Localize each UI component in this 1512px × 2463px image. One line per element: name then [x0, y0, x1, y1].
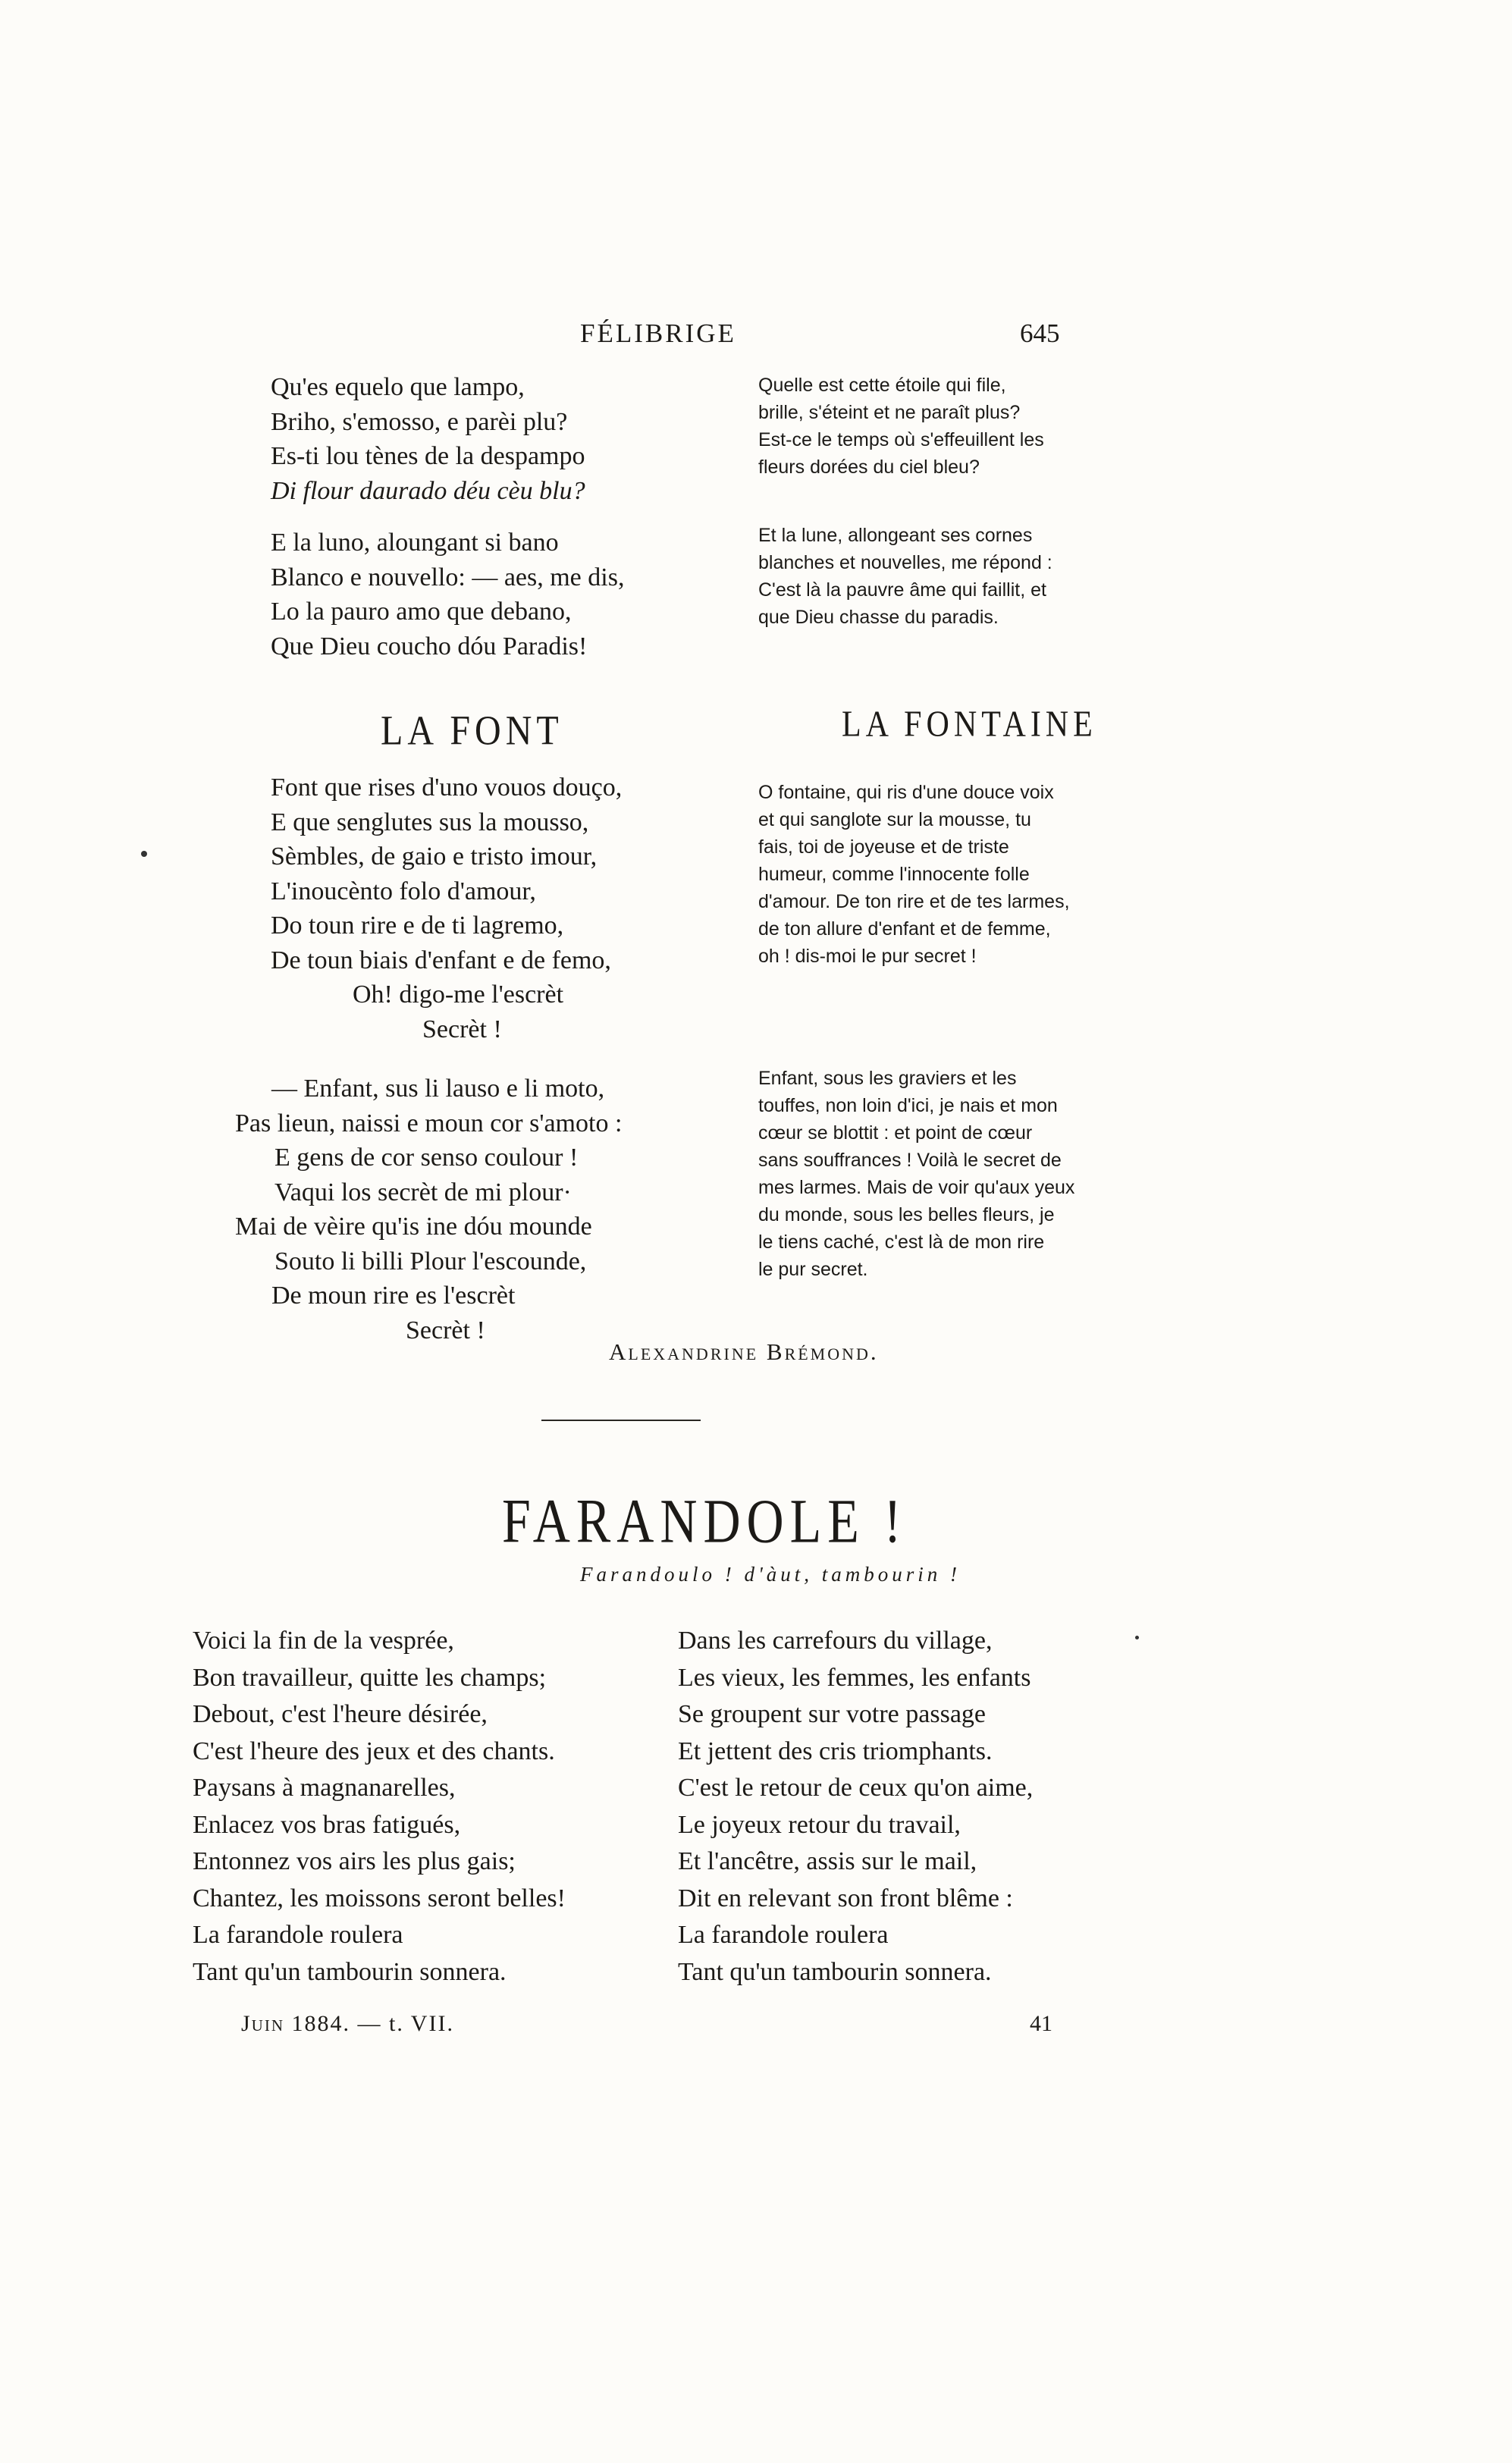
prose-line: brille, s'éteint et ne paraît plus? [758, 402, 1021, 423]
prose-line: mes larmes. Mais de voir qu'aux yeux [758, 1177, 1075, 1198]
verse-line: Qu'es equelo que lampo, [271, 373, 525, 401]
verse-line: E que senglutes sus la mousso, [271, 808, 589, 836]
section-divider [541, 1420, 701, 1421]
verse-line: Dit en relevant son front blême : [678, 1884, 1013, 1912]
verse-line: — Enfant, sus li lauso e li moto, [271, 1075, 605, 1103]
verse-line: Et jettent des cris triomphants. [678, 1737, 993, 1765]
prose-line: blanches et nouvelles, me répond : [758, 552, 1052, 573]
verse-line: Se groupent sur votre passage [678, 1700, 987, 1728]
verse-line: Le joyeux retour du travail, [678, 1810, 961, 1839]
author-signature: Alexandrine Brémond. [609, 1338, 879, 1365]
prose-line: Enfant, sous les graviers et les [758, 1068, 1017, 1089]
poem-stanza-d-provencal [235, 1071, 622, 1348]
farandole-title: FARANDOLE ! [502, 1486, 908, 1556]
ink-speck [141, 851, 147, 857]
verse-line: C'est l'heure des jeux et des chants. [193, 1737, 555, 1765]
footer-month: Juin [241, 2011, 284, 2036]
verse-line: De toun biais d'enfant e de femo, [271, 946, 611, 974]
verse-line: La farandole roulera [193, 1921, 403, 1949]
prose-line: du monde, sous les belles fleurs, je [758, 1204, 1055, 1225]
prose-line: sans souffrances ! Voilà le secret de [758, 1150, 1062, 1171]
prose-line: et qui sanglote sur la mousse, tu [758, 809, 1031, 830]
verse-line: Debout, c'est l'heure désirée, [193, 1700, 488, 1728]
verse-line: Font que rises d'uno vouos douço, [271, 773, 623, 802]
farandole-left-stanza [193, 1623, 566, 1991]
prose-line: oh ! dis-moi le pur secret ! [758, 946, 977, 967]
translation-stanza-c [758, 779, 1130, 970]
translation-stanza-a [758, 372, 1130, 481]
verse-line: Do toun rire e de ti lagremo, [271, 911, 564, 940]
verse-line: Que Dieu coucho dóu Paradis! [271, 632, 588, 660]
verse-line: Secrèt ! [422, 1015, 502, 1043]
verse-line: Souto li billi Plour l'escounde, [274, 1247, 587, 1275]
verse-line: Enlacez vos bras fatigués, [193, 1810, 461, 1839]
verse-line: De moun rire es l'escrèt [271, 1282, 516, 1310]
verse-line: Voici la fin de la vesprée, [193, 1627, 454, 1655]
running-title: FÉLIBRIGE [580, 318, 736, 348]
verse-line: Sèmbles, de gaio e tristo imour, [271, 842, 598, 871]
verse-line: Dans les carrefours du village, [678, 1627, 993, 1655]
footer-date-volume [241, 2011, 454, 2037]
prose-line: fleurs dorées du ciel bleu? [758, 457, 980, 478]
poem-stanza-b-provencal [271, 526, 624, 664]
section-title-french: LA FONTAINE [842, 704, 1097, 745]
prose-line: cœur se blottit : et point de cœur [758, 1122, 1033, 1144]
verse-line: C'est le retour de ceux qu'on aime, [678, 1774, 1034, 1802]
verse-line: Les vieux, les femmes, les enfants [678, 1663, 1031, 1692]
prose-line: fais, toi de joyeuse et de triste [758, 836, 1009, 858]
verse-line: Pas lieun, naissi e moun cor s'amoto : [235, 1109, 623, 1137]
translation-stanza-d [758, 1065, 1130, 1283]
prose-line: le tiens caché, c'est là de mon rire [758, 1232, 1045, 1253]
verse-line: Et l'ancêtre, assis sur le mail, [678, 1847, 977, 1875]
translation-stanza-b [758, 522, 1130, 631]
section-title-provencal: LA FONT [381, 708, 563, 755]
prose-line: Quelle est cette étoile qui file, [758, 375, 1006, 396]
verse-line: Vaqui los secrèt de mi plour· [274, 1178, 572, 1206]
page-number: 645 [1020, 318, 1060, 348]
prose-line: Est-ce le temps où s'effeuillent les [758, 429, 1044, 450]
verse-line: L'inoucènto folo d'amour, [271, 877, 536, 905]
verse-line: Tant qu'un tambourin sonnera. [193, 1957, 507, 1986]
verse-line: Chantez, les moissons seront belles! [193, 1884, 566, 1912]
verse-line: Es-ti lou tènes de la despampo [271, 442, 585, 470]
verse-line: Bon travailleur, quitte les champs; [193, 1663, 547, 1692]
verse-line: E la luno, aloungant si bano [271, 529, 559, 557]
verse-line: Oh! digo-me l'escrèt [353, 980, 564, 1009]
verse-line: Tant qu'un tambourin sonnera. [678, 1957, 992, 1986]
verse-line: Paysans à magnanarelles, [193, 1774, 456, 1802]
signature-mark: 41 [1030, 2011, 1052, 2036]
poem-stanza-a-provencal [271, 370, 585, 508]
farandole-right-stanza [678, 1623, 1033, 1991]
farandole-epigraph: Farandoulo ! d'àut, tambourin ! [580, 1563, 961, 1586]
verse-line: Blanco e nouvello: — aes, me dis, [271, 563, 625, 591]
prose-line: le pur secret. [758, 1259, 868, 1280]
verse-line: Entonnez vos airs les plus gais; [193, 1847, 516, 1875]
verse-line: E gens de cor senso coulour ! [274, 1144, 579, 1172]
prose-line: Et la lune, allongeant ses cornes [758, 525, 1033, 546]
poem-stanza-c-provencal [271, 770, 622, 1046]
prose-line: touffes, non loin d'ici, je nais et mon [758, 1095, 1058, 1116]
ink-speck [1135, 1636, 1139, 1639]
verse-line: La farandole roulera [678, 1921, 889, 1949]
prose-line: de ton allure d'enfant et de femme, [758, 918, 1051, 940]
prose-line: que Dieu chasse du paradis. [758, 607, 999, 628]
verse-line: Di flour daurado déu cèu blu? [271, 476, 585, 505]
prose-line: O fontaine, qui ris d'une douce voix [758, 782, 1054, 803]
footer-volume: 1884. — t. VII. [291, 2011, 454, 2036]
verse-line: Mai de vèire qu'is ine dóu mounde [235, 1213, 592, 1241]
prose-line: d'amour. De ton rire et de tes larmes, [758, 891, 1070, 912]
prose-line: humeur, comme l'innocente folle [758, 864, 1030, 885]
verse-line: Briho, s'emosso, e parèi plu? [271, 407, 568, 436]
verse-line: Lo la pauro amo que debano, [271, 598, 572, 626]
verse-line: Secrèt ! [406, 1316, 485, 1344]
prose-line: C'est là la pauvre âme qui faillit, et [758, 579, 1046, 601]
